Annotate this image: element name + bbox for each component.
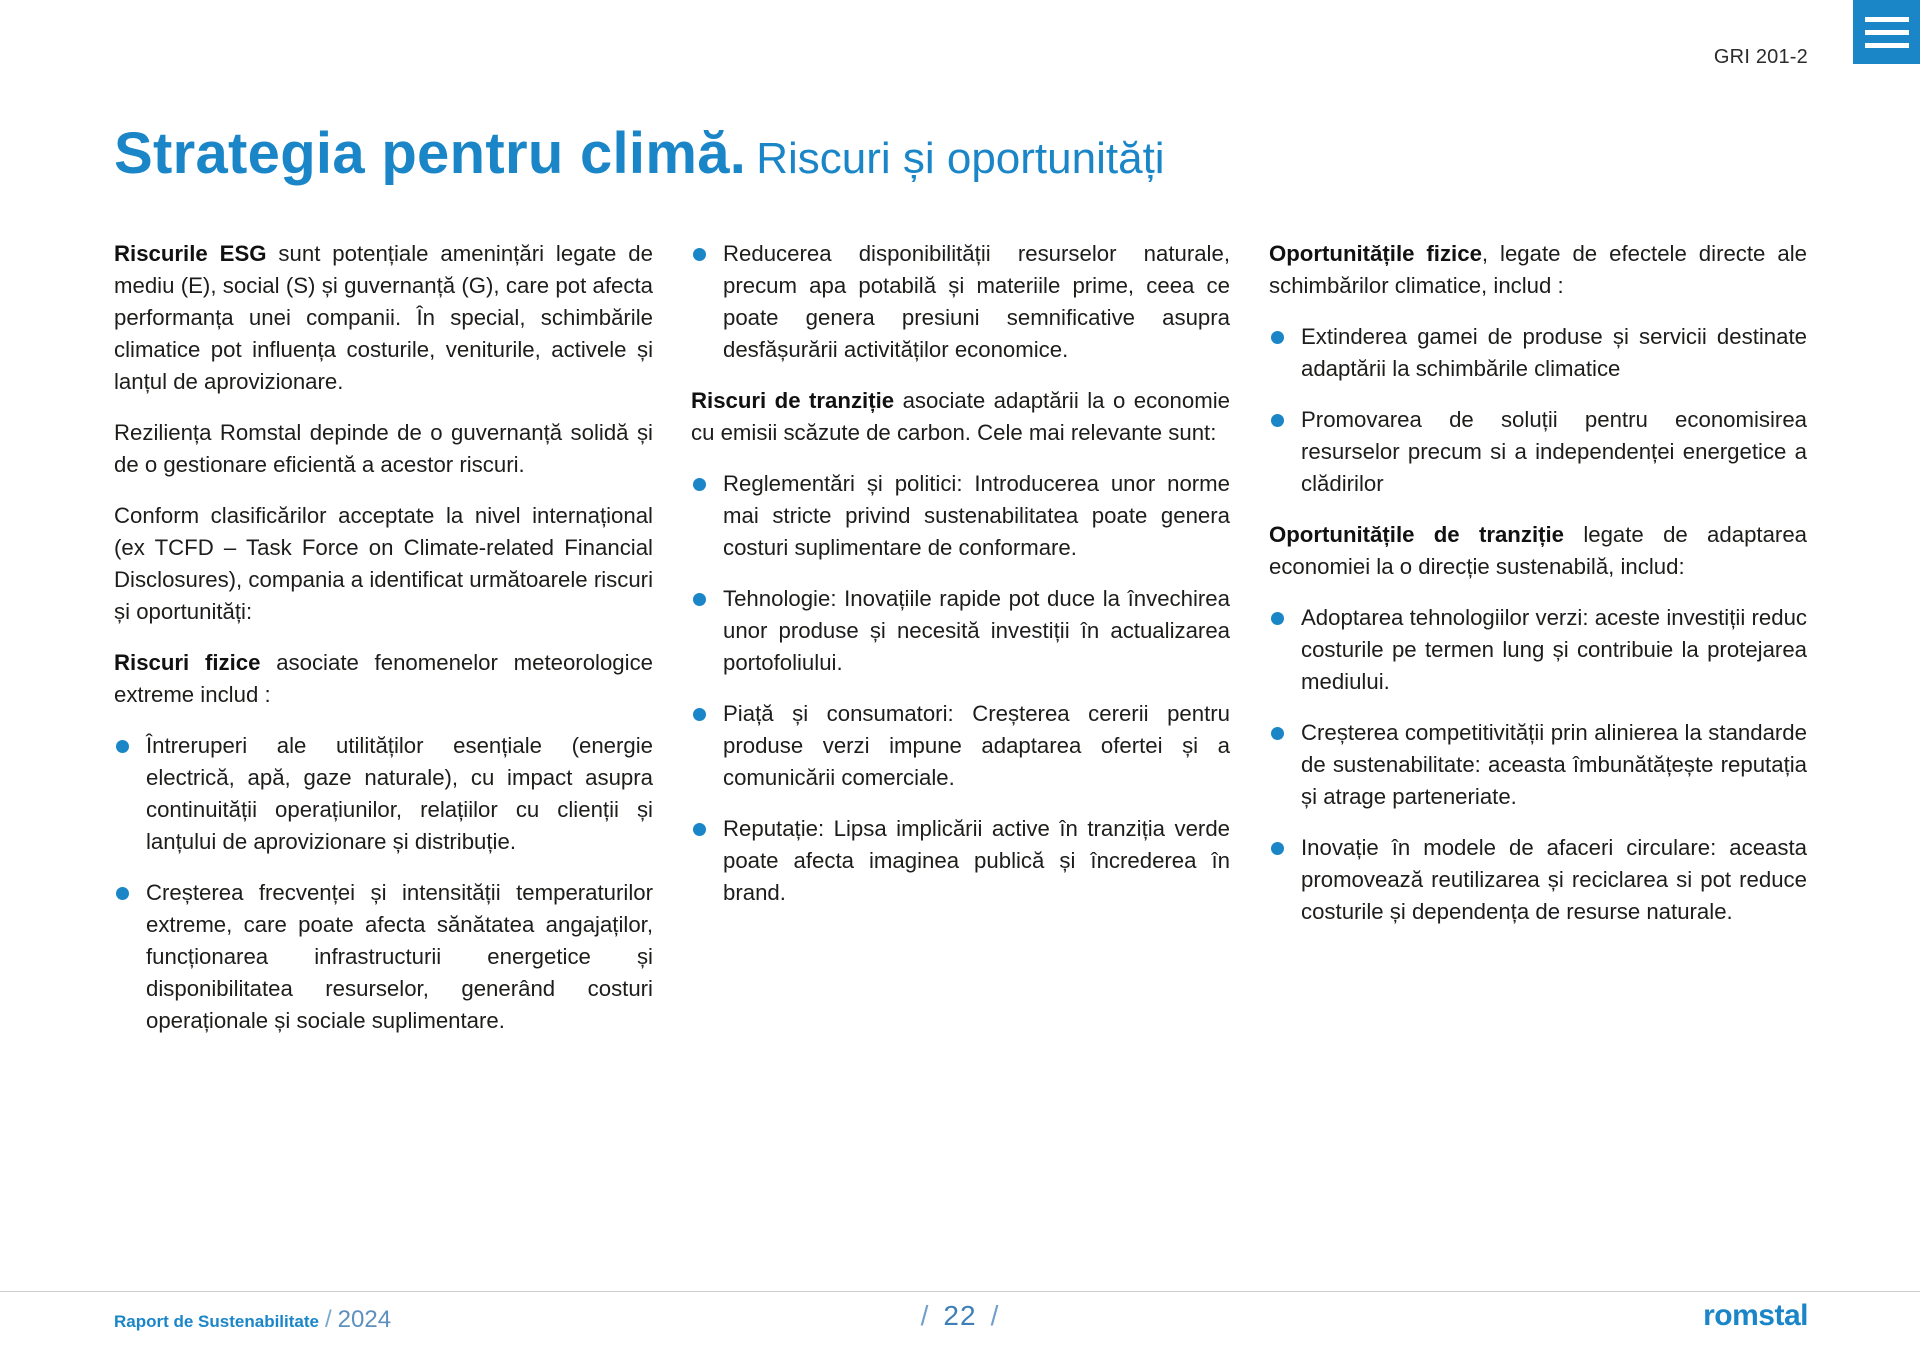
title-subtitle: Riscuri și oportunități — [756, 134, 1165, 183]
transition-risks-list — [691, 468, 1230, 909]
list-item — [691, 468, 1230, 564]
bullet-dot-icon — [1271, 612, 1284, 625]
list-item — [1269, 602, 1807, 698]
transition-risks-paragraph — [691, 385, 1230, 449]
list-item-text: Întreruperi ale utilităților esențiale (energie electrică, apă, gaze naturale), cu impact asupra continuității operațiunilor, relațiilor cu clienții și lanțului de aprovizionare și distribuție. — [146, 733, 653, 854]
physical-risks-list-continued — [691, 238, 1230, 366]
list-item — [1269, 717, 1807, 813]
footer-slash: / — [324, 1306, 332, 1333]
bullet-dot-icon — [116, 740, 129, 753]
column-left — [114, 238, 653, 1056]
bullet-dot-icon — [1271, 842, 1284, 855]
physical-opportunities-heading: Oportunitățile fizice — [1269, 241, 1482, 266]
column-middle — [691, 238, 1230, 928]
transition-risks-heading: Riscuri de tranziție — [691, 388, 895, 413]
list-item-text: Reducerea disponibilității resurselor naturale, precum apa potabilă și materiile prime, ceea ce poate genera presiuni semnificative asupra desfășurării activităților economice. — [723, 241, 1230, 362]
list-item-text: Creșterea frecvenței și intensității temperaturilor extreme, care poate afecta sănătatea angajaților, funcționarea infrastructurii energetice și disponibilitatea resurselor, generând costuri operaționale și sociale suplimentare. — [146, 880, 653, 1033]
bullet-dot-icon — [1271, 331, 1284, 344]
bullet-dot-icon — [693, 708, 706, 721]
bullet-dot-icon — [693, 593, 706, 606]
physical-opportunities-paragraph — [1269, 238, 1807, 302]
list-item — [114, 877, 653, 1037]
bullet-dot-icon — [1271, 727, 1284, 740]
page-number — [0, 1300, 1920, 1332]
transition-opportunities-list — [1269, 602, 1807, 928]
list-item-text: Extinderea gamei de produse și servicii destinate adaptării la schimbările climatice — [1301, 324, 1807, 381]
bullet-dot-icon — [116, 887, 129, 900]
physical-opportunities-text: , legate de efectele directe ale schimbărilor climatice, includ : — [1269, 241, 1807, 298]
bullet-dot-icon — [693, 478, 706, 491]
page-slash-left: / — [920, 1300, 930, 1331]
report-year: 2024 — [337, 1306, 392, 1333]
transition-opportunities-paragraph — [1269, 519, 1807, 583]
physical-risks-list — [114, 730, 653, 1037]
list-item — [1269, 404, 1807, 500]
hamburger-menu-icon[interactable] — [1853, 0, 1920, 64]
list-item — [691, 583, 1230, 679]
footer-divider — [0, 1291, 1920, 1292]
esg-risks-text: sunt potențiale amenințări legate de mediu (E), social (S) și guvernanță (G), care pot afecta performanța unei companii. În special, schimbările climatice pot influența costurile, veniturile, activele și lanțul de aprovizionare. — [114, 241, 653, 394]
gri-reference: GRI 201-2 — [1713, 46, 1808, 68]
list-item-text: Tehnologie: Inovațiile rapide pot duce la învechirea unor produse și necesită investiții în actualizarea portofoliului. — [723, 586, 1230, 675]
transition-risks-text: asociate adaptării la o economie cu emisii scăzute de carbon. Cele mai relevante sunt: — [691, 388, 1230, 445]
list-item — [691, 698, 1230, 794]
page-slash-right: / — [990, 1300, 1000, 1331]
physical-risks-heading: Riscuri fizice — [114, 650, 261, 675]
transition-opportunities-heading: Oportunitățile de tranziție — [1269, 522, 1565, 547]
bullet-dot-icon — [693, 248, 706, 261]
page-title — [114, 122, 1165, 194]
tcfd-paragraph: Conform clasificărilor acceptate la nivel internațional (ex TCFD – Task Force on Climate-related Financial Disclosures), compania a identificat următoarele riscuri și oportunități: — [114, 503, 653, 624]
list-item — [691, 813, 1230, 909]
esg-risks-heading: Riscurile ESG — [114, 241, 267, 266]
romstal-logo: romstal — [1703, 1299, 1808, 1332]
page-number-value: 22 — [943, 1300, 977, 1331]
list-item-text: Inovație în modele de afaceri circulare: aceasta promovează reutilizarea și reciclarea si pot reduce costurile și dependența de resurse naturale. — [1301, 835, 1807, 924]
list-item-text: Piață și consumatori: Creșterea cererii pentru produse verzi impune adaptarea ofertei și a comunicării comerciale. — [723, 701, 1230, 790]
esg-risks-paragraph — [114, 238, 653, 398]
title-main: Strategia pentru climă. — [114, 121, 747, 186]
list-item — [1269, 321, 1807, 385]
menu-bar — [1865, 30, 1909, 35]
physical-risks-text: asociate fenomenelor meteorologice extreme includ : — [114, 650, 654, 707]
menu-bar — [1865, 17, 1909, 22]
transition-opportunities-text: legate de adaptarea economiei la o direcție sustenabilă, includ: — [1269, 522, 1807, 579]
bullet-dot-icon — [693, 823, 706, 836]
bullet-dot-icon — [1271, 414, 1284, 427]
list-item-text: Reputație: Lipsa implicării active în tranziția verde poate afecta imaginea publică și încrederea în brand. — [723, 816, 1230, 905]
list-item — [1269, 832, 1807, 928]
list-item-text: Adoptarea tehnologiilor verzi: aceste investiții reduc costurile pe termen lung și contribuie la protejarea mediului. — [1301, 605, 1807, 694]
list-item — [691, 238, 1230, 366]
list-item-text: Creșterea competitivității prin alinierea la standarde de sustenabilitate: aceasta îmbunătățește reputația și atrage parteneriate. — [1301, 720, 1807, 809]
physical-risks-paragraph — [114, 647, 653, 711]
list-item-text: Promovarea de soluții pentru economisirea resurselor precum si a independenței energetice a clădirilor — [1301, 407, 1807, 496]
menu-bar — [1865, 43, 1909, 48]
report-name: Raport de Sustenabilitate — [114, 1312, 319, 1331]
list-item — [114, 730, 653, 858]
resilience-paragraph: Reziliența Romstal depinde de o guvernanță solidă și de o gestionare eficientă a acestor riscuri. — [114, 420, 653, 477]
column-right — [1269, 238, 1807, 947]
physical-opportunities-list — [1269, 321, 1807, 500]
list-item-text: Reglementări și politici: Introducerea unor norme mai stricte privind sustenabilitatea poate genera costuri suplimentare de conformare. — [723, 471, 1230, 560]
